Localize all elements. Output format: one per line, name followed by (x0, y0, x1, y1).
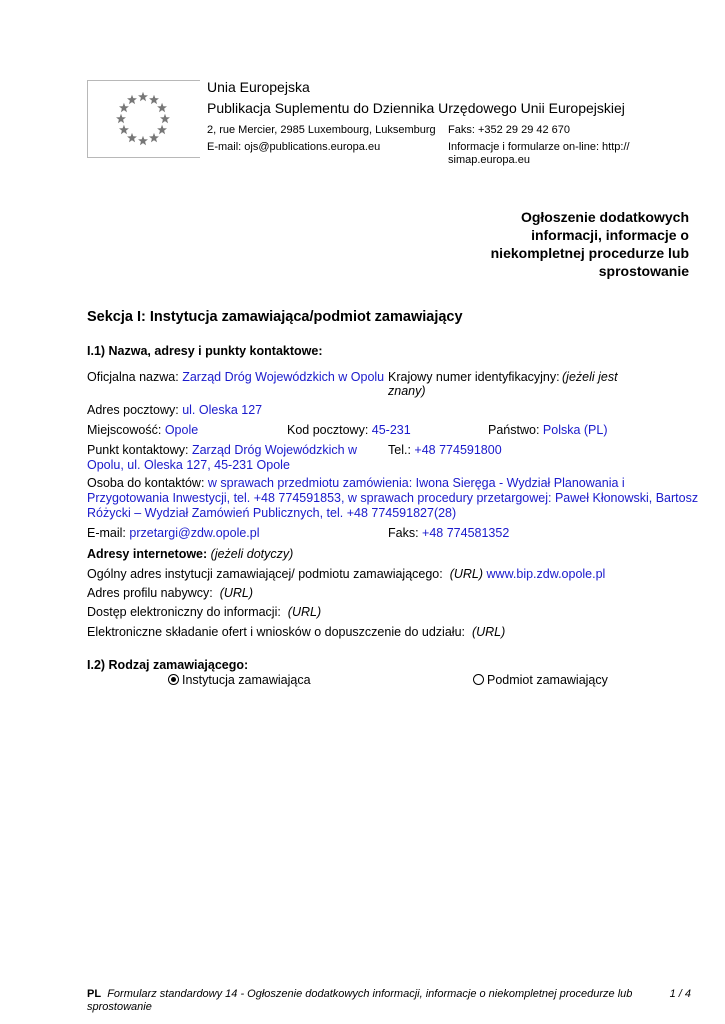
fax-row (388, 526, 509, 541)
header-fax: Faks: +352 29 29 42 670 (448, 124, 571, 136)
national-id-note2: znany) (388, 384, 426, 398)
star-icon (119, 103, 129, 112)
fax-value: +48 774581352 (422, 526, 510, 540)
postal-address-label: Adres pocztowy: (87, 403, 179, 417)
star-icon (149, 95, 159, 104)
contact-person-label: Osoba do kontaktów: (87, 476, 205, 490)
city-row (87, 423, 198, 438)
country-value: Polska (PL) (542, 423, 608, 437)
notice-title-line4: sprostowanie (598, 263, 689, 279)
radio-checked-icon[interactable] (168, 674, 179, 685)
star-icon (149, 133, 159, 142)
electronic-access-row (87, 605, 321, 620)
tel-value: +48 774591800 (414, 443, 502, 457)
footer-page-number: 1 / 4 (669, 988, 691, 1000)
contact-point-label: Punkt kontaktowy: (87, 443, 189, 457)
email-value[interactable]: przetargi@zdw.opole.pl (129, 526, 260, 540)
notice-title (449, 208, 689, 280)
star-icon (157, 125, 167, 134)
general-address-link[interactable]: www.bip.zdw.opole.pl (486, 567, 606, 581)
internet-addresses-row (87, 547, 293, 562)
city-value: Opole (164, 423, 199, 437)
eu-flag-icon (87, 80, 200, 158)
internet-addresses-label: Adresy internetowe: (87, 547, 208, 561)
section-title: Sekcja I: Instytucja zamawiająca/podmiot zamawiający (87, 309, 463, 325)
general-address-note: (URL) (449, 567, 484, 581)
header-publication: Publikacja Suplementu do Dziennika Urzędowego Unii Europejskiej (207, 100, 625, 116)
notice-title-line3: niekompletnej procedurze lub (490, 245, 689, 261)
star-icon (119, 125, 129, 134)
radio-unchecked-icon[interactable] (473, 674, 484, 685)
postcode-row (287, 423, 411, 438)
footer-form-line1: Formularz standardowy 14 - Ogłoszenie dodatkowych informacji, informacje o niekompletnej procedurze lub (107, 988, 633, 1000)
national-id-note1: (jeżeli jest (562, 370, 618, 384)
contact-point-value-1: Zarząd Dróg Wojewódzkich w (191, 443, 358, 457)
star-icon (138, 136, 148, 145)
contact-person-row (87, 476, 625, 491)
electronic-submission-label: Elektroniczne składanie ofert i wniosków o dopuszczenie do udziału: (87, 625, 465, 639)
postcode-label: Kod pocztowy: (287, 423, 369, 437)
official-name-row (87, 370, 384, 385)
option-contracting-authority-label: Instytucja zamawiająca (182, 673, 311, 687)
email-label: E-mail: (87, 526, 126, 540)
star-icon (160, 114, 170, 123)
subsection-title-1: I.1) Nazwa, adresy i punkty kontaktowe: (87, 344, 323, 358)
electronic-submission-row (87, 625, 505, 640)
star-icon (127, 95, 137, 104)
postcode-value: 45-231 (371, 423, 411, 437)
country-row (488, 423, 608, 438)
buyer-profile-note: (URL) (219, 586, 254, 600)
star-icon (116, 114, 126, 123)
postal-address-row (87, 403, 262, 418)
star-icon (138, 92, 148, 101)
contact-person-line-3: Różycki – Wydział Zamówień Publicznych, tel. +48 774591827(28) (87, 506, 457, 520)
general-address-label: Ogólny adres instytucji zamawiającej/ podmiotu zamawiającego: (87, 567, 443, 581)
contact-point-row (87, 443, 357, 458)
contact-point-value-2: Opolu, ul. Oleska 127, 45-231 Opole (87, 458, 290, 472)
national-id-label: Krajowy numer identyfikacyjny: (388, 370, 560, 384)
general-address-row (87, 567, 605, 582)
option-contracting-entity[interactable] (473, 673, 608, 688)
buyer-profile-label: Adres profilu nabywcy: (87, 586, 213, 600)
tel-label: Tel.: (388, 443, 411, 457)
header-email: E-mail: ojs@publications.europa.eu (207, 141, 381, 153)
postal-address-value: ul. Oleska 127 (182, 403, 263, 417)
header-info-line2: simap.europa.eu (448, 154, 530, 166)
country-label: Państwo: (488, 423, 540, 437)
tel-row (388, 443, 502, 458)
contact-person-line-1: w sprawach przedmiotu zamówienia: Iwona Sieręga - Wydział Planowania i (207, 476, 625, 490)
header-address: 2, rue Mercier, 2985 Luxembourg, Luksemburg (207, 124, 436, 136)
email-row (87, 526, 260, 541)
electronic-access-note: (URL) (287, 605, 322, 619)
star-icon (157, 103, 167, 112)
contact-person-line-2: Przygotowania Inwestycji, tel. +48 774591853, w sprawach procedury przetargowej: Paweł Kłonowski, Bartosz (87, 491, 699, 505)
footer-form-info (87, 988, 687, 1014)
notice-title-line1: Ogłoszenie dodatkowych (520, 209, 689, 225)
notice-title-line2: informacji, informacje o (531, 227, 689, 243)
official-name-label: Oficjalna nazwa: (87, 370, 179, 384)
footer-form-line2: sprostowanie (87, 1001, 152, 1013)
footer-lang: PL (87, 988, 102, 1000)
city-label: Miejscowość: (87, 423, 162, 437)
subsection-title-2: I.2) Rodzaj zamawiającego: (87, 658, 249, 672)
official-name-value: Zarząd Dróg Wojewódzkich w Opolu (182, 370, 385, 384)
electronic-access-label: Dostęp elektroniczny do informacji: (87, 605, 281, 619)
option-contracting-entity-label: Podmiot zamawiający (487, 673, 608, 687)
option-contracting-authority[interactable] (168, 673, 311, 688)
fax-label: Faks: (388, 526, 419, 540)
electronic-submission-note: (URL) (471, 625, 506, 639)
eu-stars-circle (88, 81, 200, 157)
header-org: Unia Europejska (207, 79, 310, 95)
buyer-profile-row (87, 586, 253, 601)
header-info-line1: Informacje i formularze on-line: http:// (448, 141, 630, 153)
internet-addresses-note: (jeżeli dotyczy) (210, 547, 294, 561)
star-icon (127, 133, 137, 142)
